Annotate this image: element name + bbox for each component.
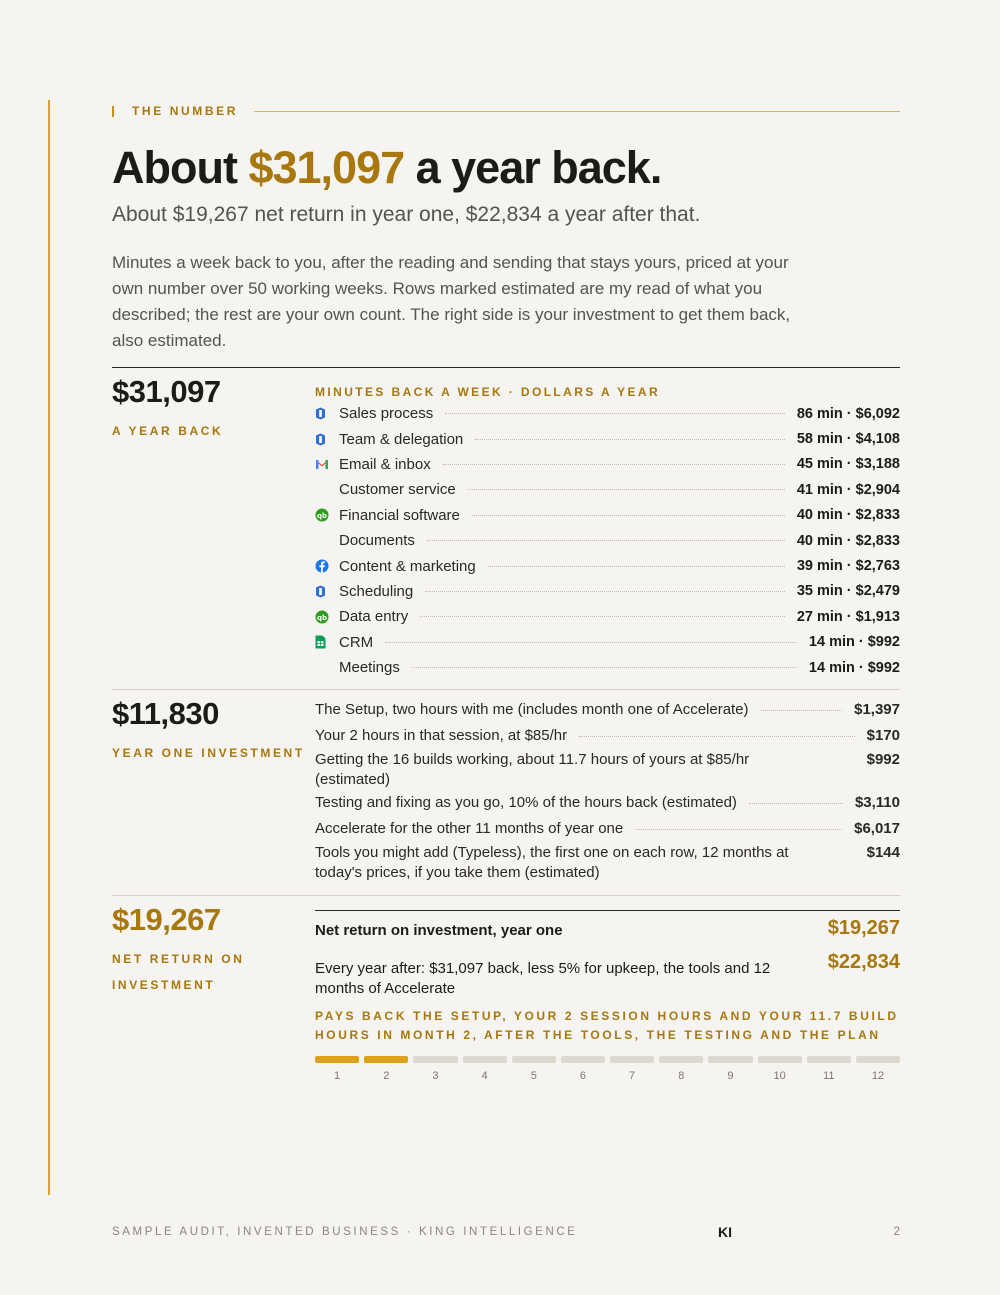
minutes-row-name: CRM xyxy=(339,633,374,651)
minutes-row xyxy=(315,503,900,528)
dot-leader xyxy=(385,642,797,643)
minutes-row-name: Sales process xyxy=(339,405,434,423)
dot-leader xyxy=(425,591,785,592)
investment-total: $11,830 xyxy=(112,696,219,731)
month-cell xyxy=(315,1056,359,1082)
dot-leader xyxy=(488,566,785,567)
month-cell xyxy=(561,1056,605,1082)
month-number: 11 xyxy=(823,1070,835,1082)
month-number: 8 xyxy=(678,1070,685,1082)
intro-paragraph: Minutes a week back to you, after the reading and sending that stays yours, priced at your own number over 50 working weeks. Rows marked estimated are my read of what you described; the rest are your own count. The right side is your investment to get them back, also estimated. xyxy=(112,253,791,350)
hubspot-icon xyxy=(315,585,339,598)
month-bar xyxy=(659,1056,703,1063)
minutes-row-name: Customer service xyxy=(339,481,456,499)
investment-row-amount: $992 xyxy=(866,751,900,768)
dot-leader xyxy=(761,710,843,711)
month-number: 9 xyxy=(727,1070,734,1082)
month-cell xyxy=(659,1056,703,1082)
minutes-row-name: Financial software xyxy=(339,506,460,524)
month-number: 2 xyxy=(383,1070,390,1082)
title-post: a year back. xyxy=(404,142,662,193)
minutes-row-value: 14 min · $992 xyxy=(808,634,900,651)
month-bar xyxy=(413,1056,457,1063)
month-number: 5 xyxy=(530,1070,537,1082)
investment-row xyxy=(315,750,900,789)
minutes-row-value: 86 min · $6,092 xyxy=(796,405,900,422)
investment-label: YEAR ONE INVESTMENT xyxy=(112,746,305,760)
dot-leader xyxy=(443,464,785,465)
investment-row-amount: $144 xyxy=(866,844,900,861)
investment-row-label: The Setup, two hours with me (includes month one of Accelerate) xyxy=(315,701,749,718)
minutes-row xyxy=(315,579,900,604)
eyebrow-tick xyxy=(112,106,114,117)
minutes-row xyxy=(315,655,900,680)
minutes-list xyxy=(315,383,900,680)
month-number: 10 xyxy=(773,1070,786,1082)
minutes-row-value: 14 min · $992 xyxy=(808,659,900,676)
investment-row-amount: $1,397 xyxy=(854,701,900,718)
eyebrow-rule xyxy=(254,111,900,112)
minutes-row-value: 58 min · $4,108 xyxy=(796,431,900,448)
section-divider xyxy=(112,895,900,896)
minutes-row xyxy=(315,426,900,451)
minutes-row xyxy=(315,401,900,426)
month-bar xyxy=(561,1056,605,1063)
investment-row xyxy=(315,819,900,839)
month-number: 4 xyxy=(481,1070,488,1082)
dot-leader xyxy=(475,439,785,440)
dot-leader xyxy=(420,616,785,617)
month-number: 3 xyxy=(432,1070,439,1082)
section-eyebrow xyxy=(112,103,900,119)
gmail-icon xyxy=(315,459,339,470)
every-year-after-value: $22,834 xyxy=(827,951,900,973)
minutes-list-header: MINUTES BACK A WEEK · DOLLARS A YEAR xyxy=(315,385,661,399)
investment-row-label: Tools you might add (Typeless), the first one on each row, 12 months at today's prices, if you take them (estimated) xyxy=(315,844,789,881)
minutes-row-name: Data entry xyxy=(339,608,409,626)
investment-row xyxy=(315,700,900,720)
month-cell xyxy=(758,1056,802,1082)
month-cell xyxy=(807,1056,851,1082)
minutes-row xyxy=(315,630,900,655)
quickbooks-icon xyxy=(315,508,339,522)
minutes-row xyxy=(315,477,900,502)
dot-leader xyxy=(749,803,843,804)
net-return-panel xyxy=(315,910,900,1045)
investment-row-amount: $6,017 xyxy=(854,819,900,837)
minutes-row xyxy=(315,553,900,578)
hubspot-icon xyxy=(315,433,339,446)
investment-row-label: Accelerate for the other 11 months of year one xyxy=(315,819,624,837)
page-title xyxy=(112,142,661,194)
month-number: 6 xyxy=(579,1070,586,1082)
month-bar xyxy=(364,1056,408,1063)
investment-row xyxy=(315,726,900,746)
month-bar xyxy=(512,1056,556,1063)
minutes-row xyxy=(315,528,900,553)
month-cell xyxy=(463,1056,507,1082)
minutes-row-value: 39 min · $2,763 xyxy=(796,558,900,575)
net-return-rule xyxy=(315,910,900,911)
page-number: 2 xyxy=(893,1226,900,1238)
investment-row-label: Your 2 hours in that session, at $85/hr xyxy=(315,726,568,744)
minutes-row-value: 40 min · $2,833 xyxy=(796,507,900,524)
investment-row-amount: $170 xyxy=(866,726,900,744)
net-return-total: $19,267 xyxy=(112,902,221,937)
month-bar xyxy=(807,1056,851,1063)
year-back-label: A YEAR BACK xyxy=(112,424,224,438)
month-number: 1 xyxy=(334,1070,341,1082)
month-cell xyxy=(413,1056,457,1082)
month-bar xyxy=(463,1056,507,1063)
footer xyxy=(112,1226,900,1238)
month-cell xyxy=(856,1056,900,1082)
svg-text:qb: qb xyxy=(316,512,328,521)
net-return-label: NET RETURN ON INVESTMENT xyxy=(112,952,245,992)
month-bar xyxy=(856,1056,900,1063)
page-subtitle: About $19,267 net return in year one, $22,834 a year after that. xyxy=(112,203,701,226)
minutes-row xyxy=(315,604,900,629)
dot-leader xyxy=(579,736,855,737)
month-bar xyxy=(708,1056,752,1063)
dot-leader xyxy=(472,515,785,516)
month-cell xyxy=(610,1056,654,1082)
minutes-row-value: 35 min · $2,479 xyxy=(796,583,900,600)
dot-leader xyxy=(468,489,785,490)
minutes-row-name: Team & delegation xyxy=(339,430,464,448)
month-bar xyxy=(610,1056,654,1063)
net-return-row-value: $19,267 xyxy=(827,917,900,939)
every-year-after-label: Every year after: $31,097 back, less 5% for upkeep, the tools and 12 months of Accelerate xyxy=(315,960,771,997)
minutes-row-name: Scheduling xyxy=(339,582,414,600)
month-bar xyxy=(758,1056,802,1063)
title-pre: About xyxy=(112,142,249,193)
minutes-row-value: 27 min · $1,913 xyxy=(796,608,900,625)
dot-leader xyxy=(427,540,785,541)
svg-text:qb: qb xyxy=(316,613,328,622)
payback-note: PAYS BACK THE SETUP, YOUR 2 SESSION HOURS AND YOUR 11.7 BUILD HOURS IN MONTH 2, AFTER THE TOOLS, THE TESTING AND THE PLAN xyxy=(315,1009,899,1042)
net-return-row-label: Net return on investment, year one xyxy=(315,922,563,939)
facebook-icon xyxy=(315,559,339,573)
net-return-row xyxy=(315,917,900,940)
google-sheets-icon xyxy=(315,635,339,649)
month-cell xyxy=(364,1056,408,1082)
left-accent-bar xyxy=(48,100,50,1195)
section-divider xyxy=(112,367,900,368)
minutes-row-value: 40 min · $2,833 xyxy=(796,532,900,549)
every-year-after-row xyxy=(315,952,900,999)
minutes-row-value: 45 min · $3,188 xyxy=(796,456,900,473)
month-number: 12 xyxy=(871,1070,885,1082)
minutes-row-name: Documents xyxy=(339,532,415,550)
month-bar xyxy=(315,1056,359,1063)
month-number: 7 xyxy=(629,1070,636,1082)
footer-text: SAMPLE AUDIT, INVENTED BUSINESS · KING INTELLIGENCE xyxy=(112,1226,578,1238)
title-amount: $31,097 xyxy=(248,142,405,193)
investment-list xyxy=(315,700,900,882)
investment-row-label: Testing and fixing as you go, 10% of the hours back (estimated) xyxy=(315,794,737,811)
investment-row xyxy=(315,793,900,813)
month-cell xyxy=(512,1056,556,1082)
investment-row-label: Getting the 16 builds working, about 11.7 hours of yours at $85/hr (estimated) xyxy=(315,751,750,788)
brand-logo: KI xyxy=(718,1224,732,1240)
minutes-row-name: Meetings xyxy=(339,659,400,677)
section-divider xyxy=(112,689,900,690)
year-back-total: $31,097 xyxy=(112,374,221,409)
minutes-row xyxy=(315,452,900,477)
hubspot-icon xyxy=(315,407,339,420)
payback-month-track xyxy=(315,1056,900,1082)
investment-row xyxy=(315,843,900,882)
dot-leader xyxy=(412,667,797,668)
investment-row-amount: $3,110 xyxy=(854,794,900,811)
minutes-row-name: Content & marketing xyxy=(339,557,476,575)
quickbooks-icon xyxy=(315,610,339,624)
dot-leader xyxy=(445,413,785,414)
dot-leader xyxy=(635,829,842,830)
eyebrow-label: THE NUMBER xyxy=(132,104,238,118)
minutes-row-value: 41 min · $2,904 xyxy=(796,481,900,498)
minutes-row-name: Email & inbox xyxy=(339,455,431,473)
month-cell xyxy=(708,1056,752,1082)
